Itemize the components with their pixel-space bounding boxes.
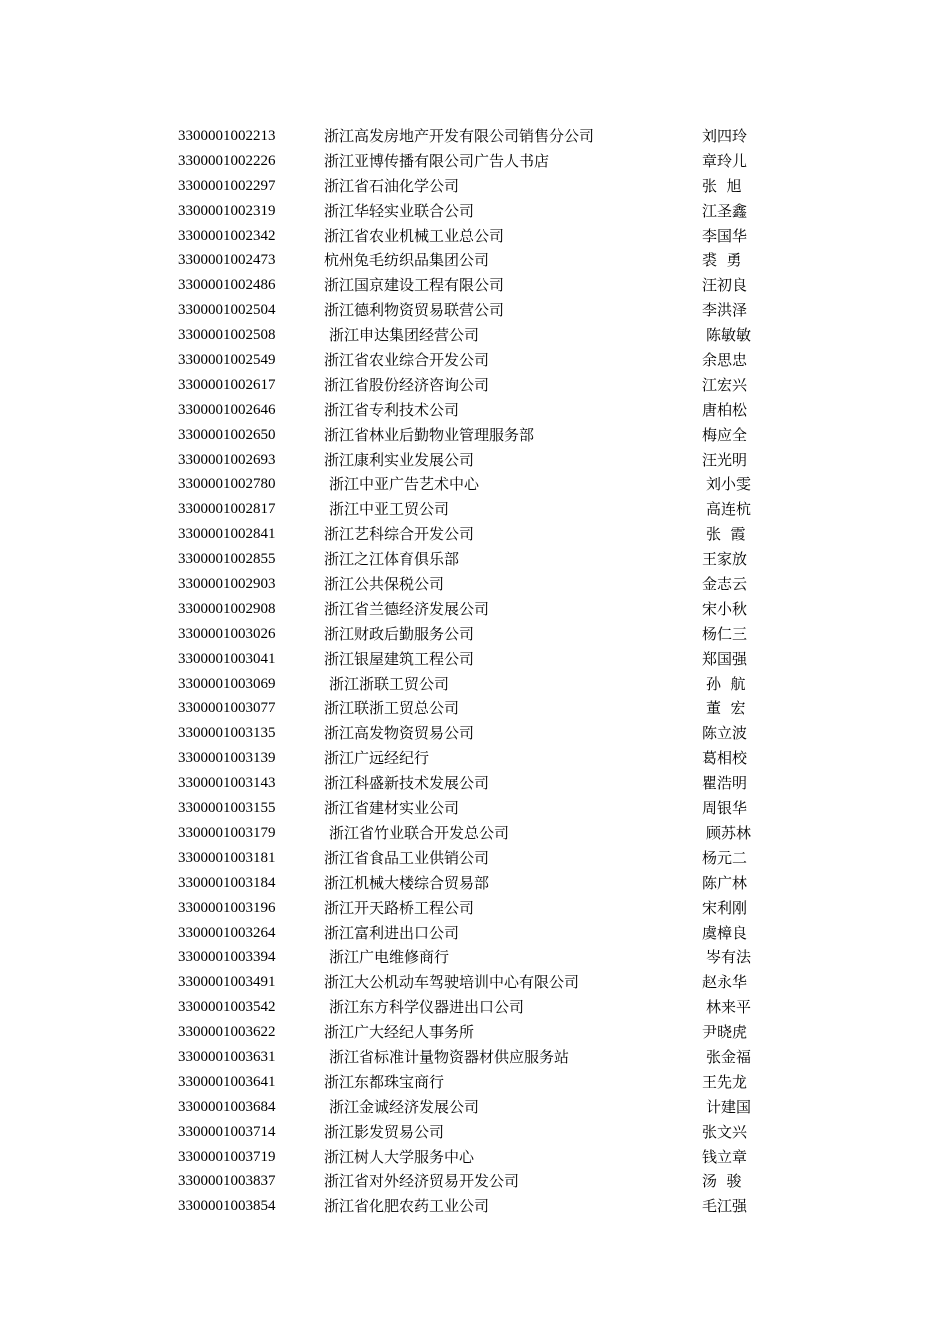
legal-representative: 钱立章 [702, 1147, 748, 1166]
registration-code: 3300001003077 [178, 700, 276, 717]
legal-representative: 唐柏松 [702, 400, 748, 419]
legal-representative: 李国华 [702, 226, 748, 245]
list-item [0, 771, 950, 796]
registration-code: 3300001003622 [178, 1024, 276, 1041]
list-item [0, 373, 950, 398]
legal-representative: 赵永华 [702, 973, 748, 992]
list-item [0, 199, 950, 224]
registration-code: 3300001003155 [178, 800, 276, 817]
legal-representative: 章玲儿 [702, 151, 748, 170]
company-name: 浙江广大经纪人事务所 [324, 1023, 475, 1042]
legal-representative: 梅应全 [702, 425, 748, 444]
registration-code: 3300001002693 [178, 451, 276, 468]
legal-representative: 宋小秋 [702, 599, 748, 618]
list-item [0, 323, 950, 348]
company-name: 浙江广电维修商行 [329, 948, 450, 967]
company-name: 浙江公共保税公司 [324, 575, 445, 594]
legal-representative: 陈立波 [702, 724, 748, 743]
registration-code: 3300001002780 [178, 476, 276, 493]
company-name: 浙江省专利技术公司 [324, 400, 460, 419]
legal-representative: 宋利刚 [702, 898, 748, 917]
registration-code: 3300001002226 [178, 152, 276, 169]
legal-representative: 江圣鑫 [702, 201, 748, 220]
list-item [0, 398, 950, 423]
company-name: 浙江省股份经济咨询公司 [324, 375, 490, 394]
list-item [0, 1194, 950, 1219]
registration-code: 3300001002319 [178, 202, 276, 219]
registration-code: 3300001003041 [178, 650, 276, 667]
legal-representative: 高连杭 [706, 500, 752, 519]
legal-representative: 李洪泽 [702, 301, 748, 320]
legal-representative: 郑国强 [702, 649, 748, 668]
legal-representative: 汪初良 [702, 276, 748, 295]
registration-code: 3300001002646 [178, 401, 276, 418]
company-name: 浙江省兰德经济发展公司 [324, 599, 490, 618]
company-name: 浙江广远经纪行 [324, 749, 430, 768]
legal-representative: 陈广林 [702, 873, 748, 892]
legal-representative: 张金福 [706, 1047, 752, 1066]
list-item [0, 597, 950, 622]
list-item [0, 647, 950, 672]
registration-code: 3300001002841 [178, 526, 276, 543]
company-name: 浙江省石油化学公司 [324, 176, 460, 195]
registration-code: 3300001003394 [178, 949, 276, 966]
registration-code: 3300001003143 [178, 775, 276, 792]
list-item [0, 921, 950, 946]
list-item [0, 448, 950, 473]
company-name: 浙江德利物资贸易联营公司 [324, 301, 505, 320]
company-name: 浙江艺科综合开发公司 [324, 525, 475, 544]
list-item [0, 696, 950, 721]
legal-representative: 王先龙 [702, 1072, 748, 1091]
legal-representative: 杨仁三 [702, 624, 748, 643]
registration-code: 3300001002342 [178, 227, 276, 244]
company-name: 浙江省农业机械工业总公司 [324, 226, 505, 245]
registration-code: 3300001003491 [178, 974, 276, 991]
company-name: 浙江省化肥农药工业公司 [324, 1197, 490, 1216]
list-item [0, 1095, 950, 1120]
registration-code: 3300001003139 [178, 750, 276, 767]
registration-code: 3300001003181 [178, 849, 276, 866]
list-item [0, 273, 950, 298]
list-item [0, 1120, 950, 1145]
company-name: 浙江省林业后勤物业管理服务部 [324, 425, 535, 444]
registration-code: 3300001002508 [178, 327, 276, 344]
registration-code: 3300001003179 [178, 824, 276, 841]
company-name: 浙江省建材实业公司 [324, 799, 460, 818]
legal-representative: 杨元二 [702, 848, 748, 867]
list-item [0, 149, 950, 174]
registration-code: 3300001002855 [178, 551, 276, 568]
list-item [0, 522, 950, 547]
list-item [0, 1045, 950, 1070]
registration-code: 3300001002473 [178, 252, 276, 269]
company-name: 浙江省标准计量物资器材供应服务站 [329, 1047, 570, 1066]
registration-code: 3300001003684 [178, 1098, 276, 1115]
legal-representative: 裘 勇 [702, 251, 742, 270]
company-name: 浙江省农业综合开发公司 [324, 351, 490, 370]
legal-representative: 余思忠 [702, 351, 748, 370]
list-item [0, 672, 950, 697]
company-name: 浙江中亚工贸公司 [329, 500, 450, 519]
registry-list [0, 124, 950, 1219]
registration-code: 3300001002650 [178, 426, 276, 443]
registration-code: 3300001003135 [178, 725, 276, 742]
company-name: 浙江机械大楼综合贸易部 [324, 873, 490, 892]
list-item [0, 248, 950, 273]
company-name: 杭州兔毛纺织品集团公司 [324, 251, 490, 270]
company-name: 浙江大公机动车驾驶培训中心有限公司 [324, 973, 580, 992]
legal-representative: 孙 航 [706, 674, 746, 693]
registration-code: 3300001003542 [178, 999, 276, 1016]
company-name: 浙江华轻实业联合公司 [324, 201, 475, 220]
list-item [0, 572, 950, 597]
company-name: 浙江东方科学仪器进出口公司 [329, 998, 525, 1017]
legal-representative: 董 宏 [706, 699, 746, 718]
registration-code: 3300001003714 [178, 1123, 276, 1140]
legal-representative: 陈敏敏 [706, 326, 752, 345]
company-name: 浙江高发房地产开发有限公司销售分公司 [324, 127, 595, 145]
company-name: 浙江申达集团经营公司 [329, 326, 480, 345]
list-item [0, 995, 950, 1020]
company-name: 浙江影发贸易公司 [324, 1122, 445, 1141]
legal-representative: 汪光明 [702, 450, 748, 469]
legal-representative: 葛相校 [702, 749, 748, 768]
list-item [0, 348, 950, 373]
list-item [0, 871, 950, 896]
legal-representative: 江宏兴 [702, 375, 748, 394]
registration-code: 3300001002617 [178, 376, 276, 393]
list-item [0, 970, 950, 995]
list-item [0, 746, 950, 771]
legal-representative: 汤 骏 [702, 1172, 742, 1191]
list-item [0, 721, 950, 746]
company-name: 浙江科盛新技术发展公司 [324, 774, 490, 793]
company-name: 浙江之江体育俱乐部 [324, 550, 460, 569]
registration-code: 3300001002504 [178, 302, 276, 319]
registration-code: 3300001002486 [178, 277, 276, 294]
legal-representative: 刘小雯 [706, 475, 752, 494]
legal-representative: 毛江强 [702, 1197, 748, 1216]
legal-representative: 张 霞 [706, 525, 746, 544]
list-item [0, 796, 950, 821]
registration-code: 3300001002549 [178, 352, 276, 369]
registration-code: 3300001003631 [178, 1048, 276, 1065]
company-name: 浙江国京建设工程有限公司 [324, 276, 505, 295]
legal-representative: 王家放 [702, 550, 748, 569]
company-name: 浙江省对外经济贸易开发公司 [324, 1172, 520, 1191]
legal-representative: 岑有法 [706, 948, 752, 967]
legal-representative: 瞿浩明 [702, 774, 748, 793]
company-name: 浙江金诚经济发展公司 [329, 1097, 480, 1116]
list-item [0, 1070, 950, 1095]
company-name: 浙江银屋建筑工程公司 [324, 649, 475, 668]
registration-code: 3300001003837 [178, 1173, 276, 1190]
registration-code: 3300001003184 [178, 874, 276, 891]
company-name: 浙江高发物资贸易公司 [324, 724, 475, 743]
registration-code: 3300001003026 [178, 625, 276, 642]
company-name: 浙江中亚广告艺术中心 [329, 475, 480, 494]
list-item [0, 821, 950, 846]
company-name: 浙江亚博传播有限公司广告人书店 [324, 151, 550, 170]
legal-representative: 顾苏林 [706, 823, 752, 842]
legal-representative: 张文兴 [702, 1122, 748, 1141]
registration-code: 3300001003641 [178, 1073, 276, 1090]
legal-representative: 刘四玲 [702, 127, 748, 145]
legal-representative: 金志云 [702, 575, 748, 594]
company-name: 浙江树人大学服务中心 [324, 1147, 475, 1166]
list-item [0, 1020, 950, 1045]
registration-code: 3300001002213 [178, 128, 276, 144]
registration-code: 3300001003069 [178, 675, 276, 692]
list-item [0, 423, 950, 448]
list-item [0, 472, 950, 497]
registration-code: 3300001003854 [178, 1198, 276, 1215]
list-item [0, 124, 950, 149]
company-name: 浙江富利进出口公司 [324, 923, 460, 942]
legal-representative: 计建国 [706, 1097, 752, 1116]
registration-code: 3300001003719 [178, 1148, 276, 1165]
list-item [0, 1145, 950, 1170]
legal-representative: 林来平 [706, 998, 752, 1017]
list-item [0, 547, 950, 572]
list-item [0, 896, 950, 921]
list-item [0, 622, 950, 647]
list-item [0, 224, 950, 249]
list-item [0, 1169, 950, 1194]
legal-representative: 虞樟良 [702, 923, 748, 942]
company-name: 浙江省食品工业供销公司 [324, 848, 490, 867]
registration-code: 3300001002903 [178, 576, 276, 593]
list-item [0, 174, 950, 199]
list-item [0, 846, 950, 871]
registration-code: 3300001003196 [178, 899, 276, 916]
company-name: 浙江康利实业发展公司 [324, 450, 475, 469]
registration-code: 3300001002817 [178, 501, 276, 518]
company-name: 浙江省竹业联合开发总公司 [329, 823, 510, 842]
legal-representative: 周银华 [702, 799, 748, 818]
list-item [0, 298, 950, 323]
list-item [0, 497, 950, 522]
registration-code: 3300001003264 [178, 924, 276, 941]
company-name: 浙江开天路桥工程公司 [324, 898, 475, 917]
registration-code: 3300001002908 [178, 600, 276, 617]
legal-representative: 尹晓虎 [702, 1023, 748, 1042]
legal-representative: 张 旭 [702, 176, 742, 195]
list-item [0, 945, 950, 970]
company-name: 浙江财政后勤服务公司 [324, 624, 475, 643]
company-name: 浙江东都珠宝商行 [324, 1072, 445, 1091]
company-name: 浙江联浙工贸总公司 [324, 699, 460, 718]
registration-code: 3300001002297 [178, 177, 276, 194]
company-name: 浙江浙联工贸公司 [329, 674, 450, 693]
